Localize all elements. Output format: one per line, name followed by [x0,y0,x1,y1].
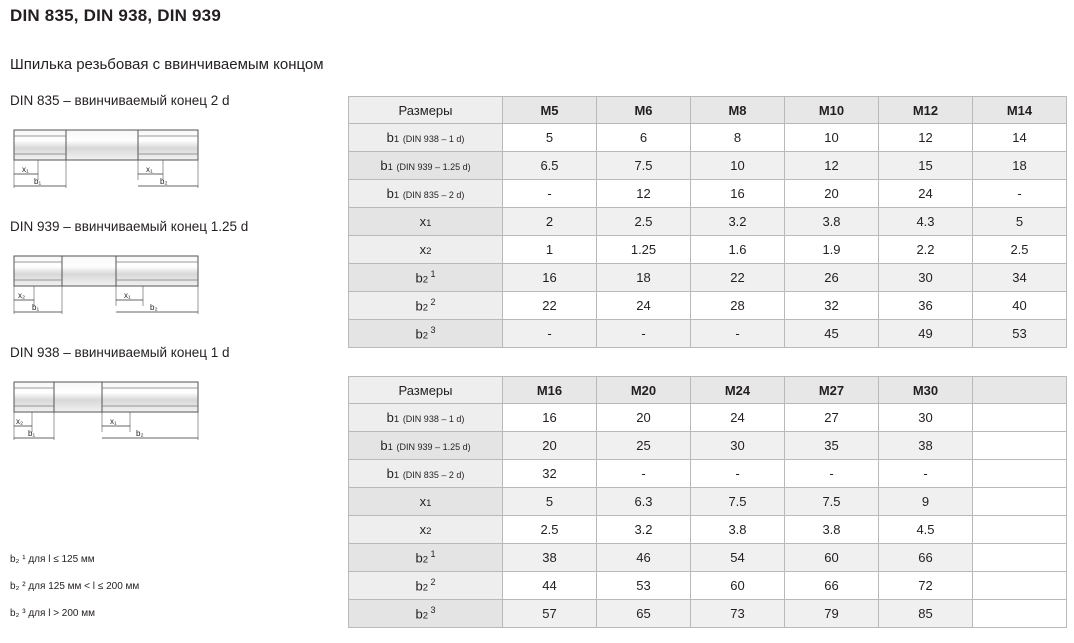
row-label: b2 $^3$ [349,600,503,628]
table-cell: 38 [503,544,597,572]
table-cell [973,600,1067,628]
column-header-thread: M24 [691,377,785,404]
table-cell: - [785,460,879,488]
footnote: b₂ ² для 125 мм < l ≤ 200 мм [10,581,140,592]
column-header-thread: M20 [597,377,691,404]
table-cell: 54 [691,544,785,572]
table-cell: 24 [879,180,973,208]
drawing-din835 [8,116,338,199]
table-cell [973,516,1067,544]
figure-din939 [8,219,338,325]
row-label: b1 (DIN 835 – 2 d) [349,180,503,208]
table-cell: 25 [597,432,691,460]
table-row [349,404,1067,432]
column-header-sizes: Размеры [349,377,503,404]
table-cell: 22 [503,292,597,320]
dimensions-table-2 [348,376,1067,628]
table-cell: 79 [785,600,879,628]
table-cell: 10 [691,152,785,180]
table-cell: 65 [597,600,691,628]
table-cell: 5 [503,124,597,152]
table-cell: 1.6 [691,236,785,264]
table-cell: - [879,460,973,488]
table-row [349,264,1067,292]
footnote: b₂ ¹ для l ≤ 125 мм [10,554,95,565]
table-cell: 32 [785,292,879,320]
table-cell: 3.8 [691,516,785,544]
table-cell [973,404,1067,432]
table-cell: 6.3 [597,488,691,516]
table-cell: 30 [879,264,973,292]
row-label: x1 [349,208,503,236]
stud-drawing-svg [8,242,208,320]
table-cell: 18 [597,264,691,292]
table-cell: 60 [691,572,785,600]
row-label: b2 $^1$ [349,264,503,292]
table-body [349,404,1067,628]
table-cell: 2.5 [597,208,691,236]
table-cell: 5 [973,208,1067,236]
table-row [349,208,1067,236]
table-cell: 66 [785,572,879,600]
column-header-thread [973,377,1067,404]
table-cell: 53 [973,320,1067,348]
table-cell: 85 [879,600,973,628]
svg-text:x₁: x₁ [22,165,29,174]
table-cell: 16 [503,264,597,292]
table-cell: 53 [597,572,691,600]
table-cell [973,432,1067,460]
table-cell: 3.2 [691,208,785,236]
svg-text:b₁: b₁ [32,303,40,312]
svg-text:b₁: b₁ [28,429,36,438]
column-header-thread: M14 [973,97,1067,124]
row-label: b2 $^2$ [349,572,503,600]
table-cell: 7.5 [597,152,691,180]
table-cell: 46 [597,544,691,572]
footnote: b₂ ³ для l > 200 мм [10,608,96,619]
figures-column [8,93,338,471]
page-title: DIN 835, DIN 938, DIN 939 [10,6,221,25]
column-header-thread: M16 [503,377,597,404]
table-row [349,488,1067,516]
row-label: b2 $^1$ [349,544,503,572]
table-cell: 24 [691,404,785,432]
svg-text:b₁: b₁ [34,177,42,186]
table-cell: 20 [785,180,879,208]
footnotes [10,555,139,636]
table-row [349,320,1067,348]
table-cell: 1 [503,236,597,264]
column-header-thread: M8 [691,97,785,124]
column-header-thread: M5 [503,97,597,124]
row-label: b2 $^3$ [349,320,503,348]
stud-drawing-svg [8,116,208,194]
table-cell [973,488,1067,516]
figure-din835 [8,93,338,199]
table-cell: 34 [973,264,1067,292]
table-row [349,600,1067,628]
table-cell: 45 [785,320,879,348]
row-label: b1 (DIN 835 – 2 d) [349,460,503,488]
column-header-thread: M27 [785,377,879,404]
table-row [349,292,1067,320]
table-cell: 40 [973,292,1067,320]
row-label: x2 [349,516,503,544]
svg-text:x₂: x₂ [18,291,26,300]
page-subtitle: Шпилька резьбовая с ввинчиваемым концом [10,56,324,73]
table-cell: 32 [503,460,597,488]
table-cell: - [597,320,691,348]
row-label: b1 (DIN 939 – 1.25 d) [349,152,503,180]
svg-text:x₁: x₁ [124,291,131,300]
table-row [349,516,1067,544]
column-header-thread: M10 [785,97,879,124]
table-cell: - [691,460,785,488]
table-cell: - [973,180,1067,208]
drawing-din939 [8,242,338,325]
table-cell: 12 [785,152,879,180]
column-header-thread: M12 [879,97,973,124]
row-label: b1 (DIN 938 – 1 d) [349,124,503,152]
table-cell: 7.5 [691,488,785,516]
figure-caption: DIN 835 – ввинчиваемый конец 2 d [10,93,230,108]
table-cell: 72 [879,572,973,600]
table-cell: 16 [691,180,785,208]
table-cell: 26 [785,264,879,292]
table-cell: 73 [691,600,785,628]
table-cell: 1.9 [785,236,879,264]
table-row [349,572,1067,600]
table-cell: 27 [785,404,879,432]
table-cell: 38 [879,432,973,460]
table-cell: 2.2 [879,236,973,264]
table-cell: 20 [597,404,691,432]
table-cell [973,460,1067,488]
table-cell: 15 [879,152,973,180]
table-header-row [349,377,1067,404]
table-body [349,124,1067,348]
table-cell: 49 [879,320,973,348]
table-row [349,432,1067,460]
drawing-din938 [8,368,338,451]
svg-text:x₁: x₁ [110,417,117,426]
svg-text:b₂: b₂ [160,177,168,186]
table-cell: - [691,320,785,348]
row-label: x2 [349,236,503,264]
table-cell: 12 [597,180,691,208]
table-row [349,152,1067,180]
figure-din938 [8,345,338,451]
svg-text:x₁: x₁ [146,165,153,174]
table-cell: 66 [879,544,973,572]
table-header-row [349,97,1067,124]
table-cell: 2.5 [503,516,597,544]
column-header-thread: M6 [597,97,691,124]
svg-text:x₂: x₂ [16,417,24,426]
table-cell: 5 [503,488,597,516]
table-row [349,460,1067,488]
table-cell: 4.5 [879,516,973,544]
table-cell: 22 [691,264,785,292]
table-cell: 2.5 [973,236,1067,264]
table-cell: 14 [973,124,1067,152]
table-row [349,124,1067,152]
table-cell [973,572,1067,600]
table-cell: - [597,460,691,488]
table-cell: 24 [597,292,691,320]
table-cell: 6 [597,124,691,152]
svg-text:b₂: b₂ [150,303,158,312]
table-cell: 36 [879,292,973,320]
figure-caption: DIN 939 – ввинчиваемый конец 1.25 d [10,219,249,234]
dimensions-table-1 [348,96,1067,348]
table-cell: 9 [879,488,973,516]
table-cell: 8 [691,124,785,152]
table-cell: 12 [879,124,973,152]
table-row [349,544,1067,572]
table-cell: 3.8 [785,208,879,236]
row-label: x1 [349,488,503,516]
table-cell: 30 [691,432,785,460]
table-cell: 3.8 [785,516,879,544]
table-cell: 44 [503,572,597,600]
table-cell: 60 [785,544,879,572]
table-cell: 7.5 [785,488,879,516]
column-header-thread: M30 [879,377,973,404]
table-cell: 3.2 [597,516,691,544]
table-cell: 30 [879,404,973,432]
row-label: b1 (DIN 939 – 1.25 d) [349,432,503,460]
svg-text:b₂: b₂ [136,429,144,438]
table-cell: 35 [785,432,879,460]
table-row [349,180,1067,208]
table-cell: - [503,180,597,208]
table-cell [973,544,1067,572]
row-label: b1 (DIN 938 – 1 d) [349,404,503,432]
table-cell: 28 [691,292,785,320]
table-cell: 2 [503,208,597,236]
table-cell: 1.25 [597,236,691,264]
table-cell: 20 [503,432,597,460]
table-cell: 18 [973,152,1067,180]
table-cell: - [503,320,597,348]
row-label: b2 $^2$ [349,292,503,320]
table-header [349,377,1067,404]
table-cell: 57 [503,600,597,628]
table-cell: 16 [503,404,597,432]
stud-drawing-svg [8,368,208,446]
table-row [349,236,1067,264]
table-cell: 4.3 [879,208,973,236]
table-cell: 6.5 [503,152,597,180]
table-cell: 10 [785,124,879,152]
figure-caption: DIN 938 – ввинчиваемый конец 1 d [10,345,230,360]
column-header-sizes: Размеры [349,97,503,124]
table-header [349,97,1067,124]
